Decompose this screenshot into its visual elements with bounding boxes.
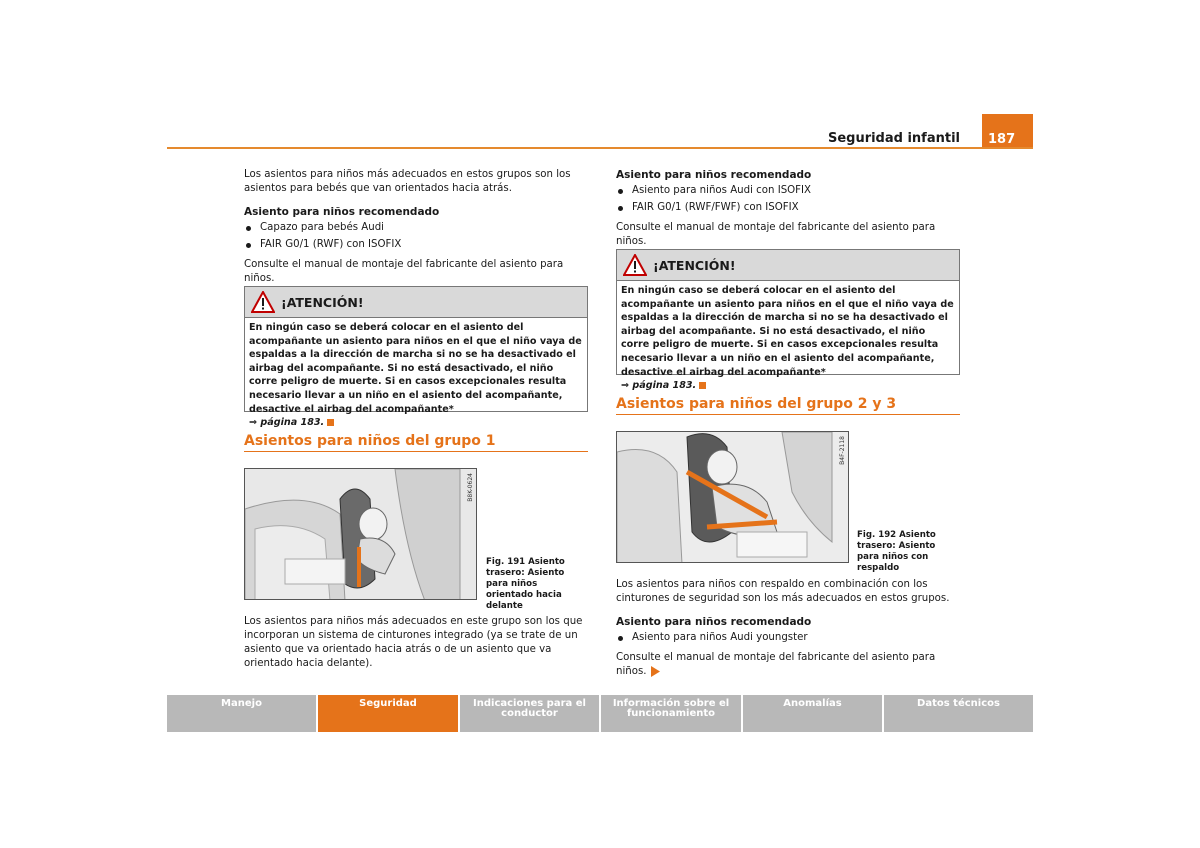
child-seat-forward-illustration: [245, 469, 477, 600]
figure-192-caption: Fig. 192 Asiento trasero: Asiento para niños con respaldo: [857, 530, 936, 573]
section-title-group-1: Asientos para niños del grupo 1: [244, 433, 588, 452]
list-item: FAIR G0/1 (RWF/FWF) con ISOFIX: [616, 201, 960, 215]
figure-191-caption: Fig. 191 Asiento trasero: Asiento para niños orientado hacia delante: [486, 557, 565, 611]
warning-header: [245, 287, 587, 318]
rec-heading: Asiento para niños recomendado: [616, 616, 812, 628]
nav-tab-datos-tecnicos[interactable]: Datos técnicos: [884, 695, 1033, 732]
rec-heading: Asiento para niños recomendado: [616, 169, 812, 181]
figure-191-image: [244, 468, 477, 600]
figure-192-image: [616, 431, 849, 563]
nav-tab-anomalias[interactable]: Anomalías: [743, 695, 882, 732]
nav-tab-seguridad[interactable]: Seguridad: [318, 695, 458, 732]
header-rule: [167, 147, 1033, 149]
page-reference-link[interactable]: ⇒ página 183.: [621, 380, 697, 392]
list-item: Capazo para bebés Audi: [244, 221, 588, 235]
page-reference-link[interactable]: ⇒ página 183.: [249, 417, 325, 429]
end-marker-icon: [327, 419, 334, 426]
warning-triangle-icon: [251, 291, 275, 313]
section-header-title: Seguridad infantil: [827, 131, 960, 146]
nav-tab-informacion[interactable]: Información sobre el funcionamiento: [601, 695, 741, 732]
list-item: Asiento para niños Audi con ISOFIX: [616, 184, 960, 198]
warning-text: En ningún caso se deberá colocar en el asiento del acompañante un asiento para niños en el que el niño vaya de espaldas a la dirección de marcha si no se ha desactivado el airbag del acompañante. Si no está desactivado, el niño corre peligro de muerte. Si en casos excepcionales resulta necesario llevar a un niño en el asiento del acompañante, desactive el airbag del acompañante*: [621, 285, 954, 378]
right-body-text: Los asientos para niños con respaldo en combinación con los cinturones de seguridad son los más adecuados en estos grupos.: [616, 579, 950, 604]
nav-tab-manejo[interactable]: Manejo: [167, 695, 316, 732]
warning-box: [616, 249, 960, 392]
figure-code: B8K-0624: [467, 473, 474, 502]
section-title-group-2-3: Asientos para niños del grupo 2 y 3: [616, 396, 960, 415]
right-manual-note-2: Consulte el manual de montaje del fabricante del asiento para niños.: [616, 652, 936, 677]
left-manual-note: Consulte el manual de montaje del fabricante del asiento para niños.: [244, 259, 564, 284]
rec-heading: Asiento para niños recomendado: [244, 206, 440, 218]
right-manual-note: Consulte el manual de montaje del fabricante del asiento para niños.: [616, 222, 936, 247]
left-intro: Los asientos para niños más adecuados en estos grupos son los asientos para bebés que van orientados hacia atrás.: [244, 169, 571, 194]
warning-title: ¡ATENCIÓN!: [653, 257, 736, 273]
warning-text: En ningún caso se deberá colocar en el asiento del acompañante un asiento para niños en el que el niño vaya de espaldas a la dirección de marcha si no se ha desactivado el airbag del acompañante. Si no está desactivado, el niño corre peligro de muerte. Si en casos excepcionales resulta necesario llevar a un niño en el asiento del acompañante, desactive el airbag del acompañante*: [249, 322, 582, 415]
list-item: Asiento para niños Audi youngster: [616, 631, 960, 645]
warning-triangle-icon: [623, 254, 647, 276]
list-item: FAIR G0/1 (RWF) con ISOFIX: [244, 238, 588, 252]
left-body-text: Los asientos para niños más adecuados en este grupo son los que incorporan un sistema de cinturones integrado (ya se trate de un asiento que va orientado hacia atrás o de un asiento que va orientado hacia delante).: [244, 616, 583, 669]
page-number: 187: [982, 114, 1033, 149]
left-recommendations: [244, 205, 588, 252]
end-marker-icon: [699, 382, 706, 389]
warning-title: ¡ATENCIÓN!: [281, 294, 364, 310]
warning-box: [244, 286, 588, 429]
figure-code: B4F-2118: [839, 436, 846, 465]
warning-header: [617, 250, 959, 281]
booster-seat-illustration: [617, 432, 849, 563]
right-recommendations: [616, 168, 960, 215]
nav-tab-indicaciones[interactable]: Indicaciones para el conductor: [460, 695, 599, 732]
right-recommendations-2: [616, 615, 960, 645]
continue-arrow-icon: [650, 666, 660, 677]
